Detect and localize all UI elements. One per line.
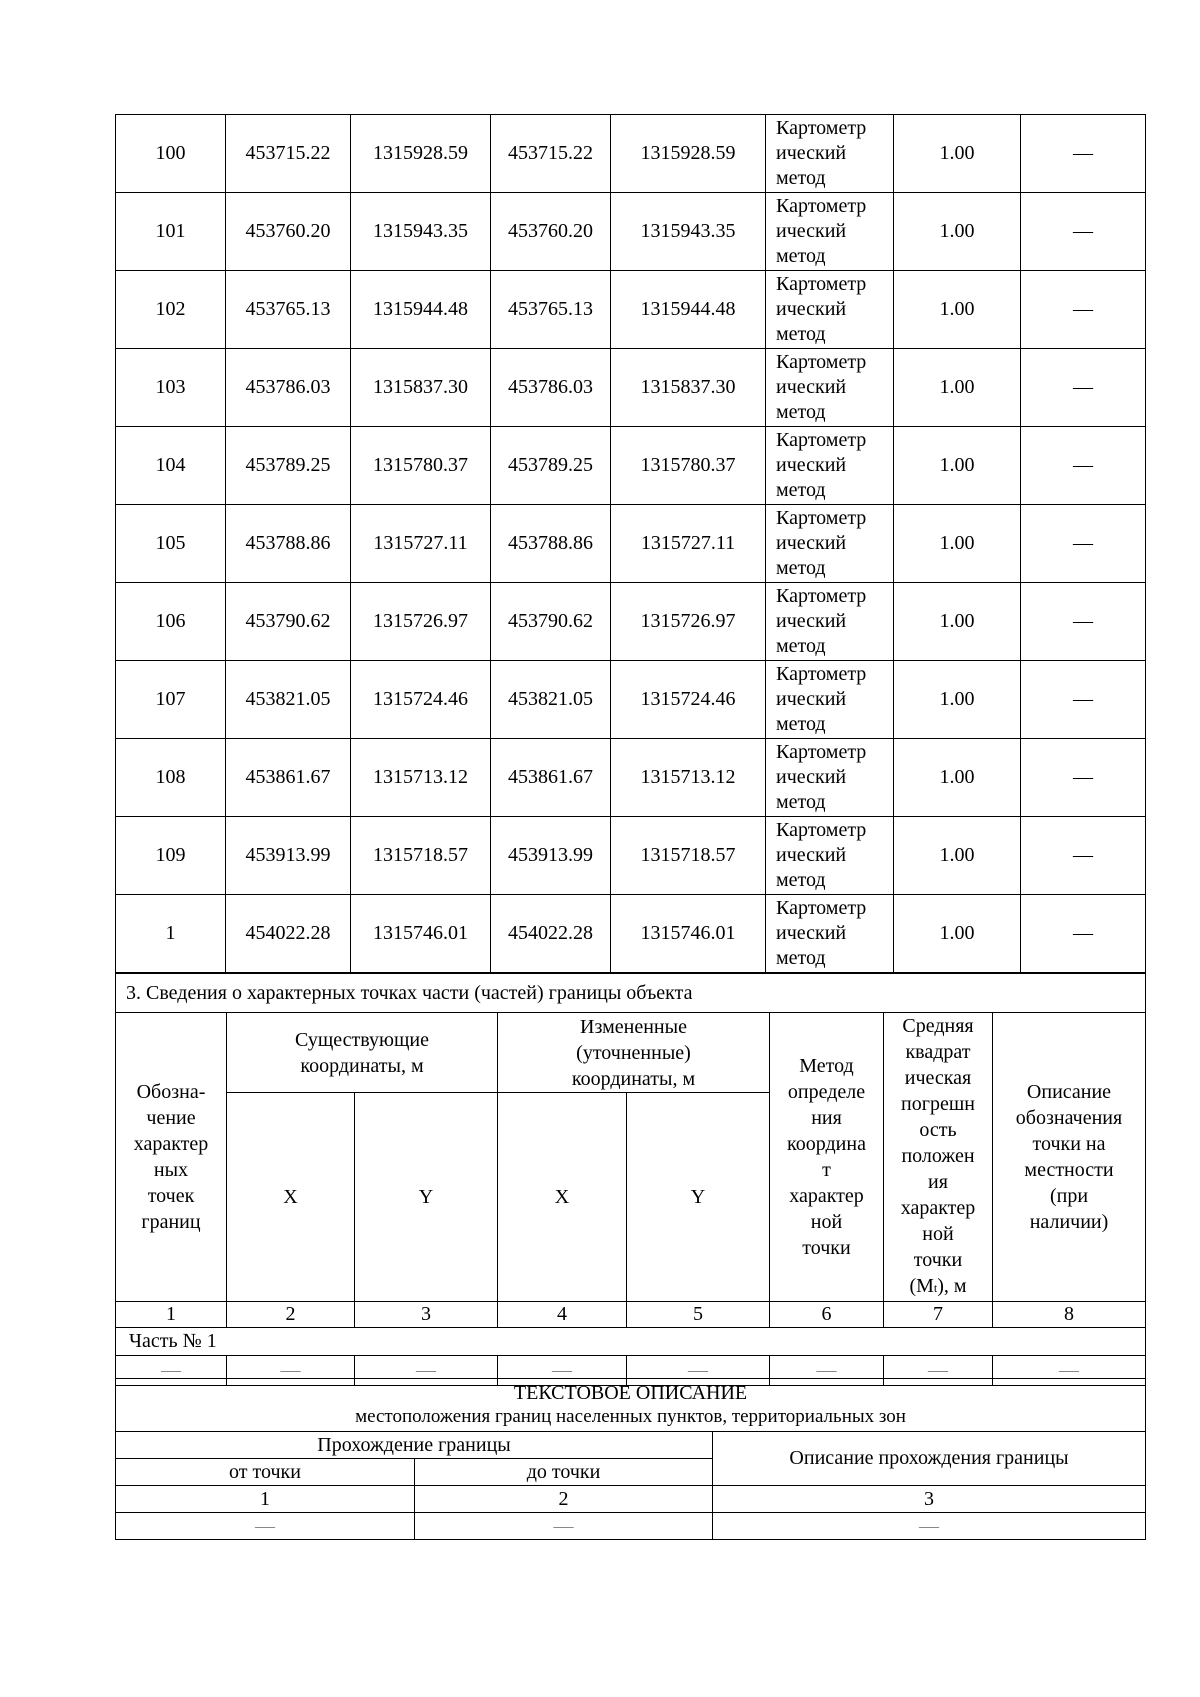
point-number-cell: 104 [116,427,226,505]
existing-x-cell: 453821.05 [226,661,351,739]
section3-title: 3. Сведения о характерных точках части (частей) границы объекта [116,974,1146,1013]
table-row [116,505,1146,583]
empty-cell: — [227,1356,355,1386]
existing-y-cell: 1315724.46 [351,661,491,739]
mean-error-cell: 1.00 [894,427,1021,505]
table-row [116,427,1146,505]
table-row [116,739,1146,817]
empty-cell: — [116,1356,227,1386]
existing-y-cell: 1315780.37 [351,427,491,505]
mean-error-cell: 1.00 [894,817,1021,895]
table-row [116,115,1146,193]
changed-x-cell: 453913.99 [491,817,611,895]
section3-column-numbers [116,1302,1146,1328]
mean-error-cell: 1.00 [894,193,1021,271]
method-cell: Картометр ический метод [766,739,894,817]
table-row [116,271,1146,349]
changed-x-cell: 453821.05 [491,661,611,739]
changed-y-cell: 1315713.12 [611,739,766,817]
text-description-table [115,1378,1146,1540]
changed-y-cell: 1315928.59 [611,115,766,193]
header-boundary-passage: Прохождение границы [116,1432,713,1459]
table-row [116,817,1146,895]
existing-y-cell: 1315718.57 [351,817,491,895]
existing-y-cell: 1315944.48 [351,271,491,349]
mean-error-cell: 1.00 [894,349,1021,427]
part-label: Часть № 1 [116,1328,1146,1356]
description-cell: — [1021,115,1146,193]
column-number: 3 [355,1302,498,1328]
method-cell: Картометр ический метод [766,583,894,661]
column-number: 2 [415,1486,713,1513]
header-mean-error-main: Средняя квадрат ическая погрешн ость положен ия характер ной точки (M [900,1015,976,1297]
empty-cell: — [627,1356,770,1386]
existing-x-cell: 453765.13 [226,271,351,349]
text-description-header [116,1379,1146,1432]
changed-y-cell: 1315837.30 [611,349,766,427]
empty-cell: — [116,1513,415,1540]
existing-y-cell: 1315746.01 [351,895,491,973]
changed-y-cell: 1315746.01 [611,895,766,973]
method-cell: Картометр ический метод [766,115,894,193]
point-number-cell: 107 [116,661,226,739]
table-row [116,895,1146,973]
existing-x-cell: 453790.62 [226,583,351,661]
existing-x-cell: 453786.03 [226,349,351,427]
points-table-body [116,115,1146,973]
changed-y-cell: 1315944.48 [611,271,766,349]
column-number: 6 [770,1302,884,1328]
header-changed-coordinates: Измененные (уточненные) координаты, м [498,1013,770,1093]
point-number-cell: 105 [116,505,226,583]
header-method: Метод определе ния координа т характер ной точки [770,1013,884,1302]
existing-y-cell: 1315726.97 [351,583,491,661]
section3-table [115,973,1146,1386]
changed-y-cell: 1315727.11 [611,505,766,583]
empty-cell: — [993,1356,1146,1386]
point-number-cell: 106 [116,583,226,661]
method-cell: Картометр ический метод [766,661,894,739]
empty-cell: — [498,1356,627,1386]
method-cell: Картометр ический метод [766,505,894,583]
existing-x-cell: 454022.28 [226,895,351,973]
changed-x-cell: 453790.62 [491,583,611,661]
table-row [116,661,1146,739]
header-mean-error-tail: ), м [937,1275,967,1297]
existing-x-cell: 453760.20 [226,193,351,271]
header-mean-error [884,1013,993,1302]
header-changed-y: Y [627,1093,770,1302]
changed-x-cell: 453789.25 [491,427,611,505]
header-from-point: от точки [116,1459,415,1486]
column-number: 7 [884,1302,993,1328]
header-point-description: Описание обозначения точки на местности (при наличии) [993,1013,1146,1302]
method-cell: Картометр ический метод [766,271,894,349]
description-cell: — [1021,193,1146,271]
point-number-cell: 102 [116,271,226,349]
changed-x-cell: 453861.67 [491,739,611,817]
changed-y-cell: 1315780.37 [611,427,766,505]
column-number: 8 [993,1302,1146,1328]
points-table [115,114,1146,973]
header-existing-x: X [227,1093,355,1302]
method-cell: Картометр ический метод [766,349,894,427]
description-cell: — [1021,505,1146,583]
text-description-subtitle: местоположения границ населенных пунктов, территориальных зон [355,1406,906,1427]
point-number-cell: 103 [116,349,226,427]
column-number: 1 [116,1302,227,1328]
existing-y-cell: 1315943.35 [351,193,491,271]
method-cell: Картометр ический метод [766,193,894,271]
empty-cell: — [770,1356,884,1386]
changed-y-cell: 1315726.97 [611,583,766,661]
existing-x-cell: 453861.67 [226,739,351,817]
method-cell: Картометр ический метод [766,817,894,895]
changed-x-cell: 453760.20 [491,193,611,271]
description-cell: — [1021,427,1146,505]
column-number: 5 [627,1302,770,1328]
existing-x-cell: 453715.22 [226,115,351,193]
text-description-title: ТЕКСТОВОЕ ОПИСАНИЕ [513,1382,748,1404]
existing-x-cell: 453789.25 [226,427,351,505]
description-cell: — [1021,895,1146,973]
empty-cell: — [415,1513,713,1540]
changed-y-cell: 1315724.46 [611,661,766,739]
mean-error-cell: 1.00 [894,271,1021,349]
text-description-empty-row [116,1513,1146,1540]
mean-error-cell: 1.00 [894,583,1021,661]
text-description-column-numbers [116,1486,1146,1513]
header-existing-y: Y [355,1093,498,1302]
mean-error-cell: 1.00 [894,661,1021,739]
existing-x-cell: 453788.86 [226,505,351,583]
point-number-cell: 101 [116,193,226,271]
empty-cell: — [355,1356,498,1386]
changed-x-cell: 453788.86 [491,505,611,583]
method-cell: Картометр ический метод [766,427,894,505]
table-row [116,193,1146,271]
description-cell: — [1021,817,1146,895]
changed-y-cell: 1315718.57 [611,817,766,895]
existing-y-cell: 1315928.59 [351,115,491,193]
point-number-cell: 108 [116,739,226,817]
point-number-cell: 109 [116,817,226,895]
header-to-point: до точки [415,1459,713,1486]
existing-x-cell: 453913.99 [226,817,351,895]
mean-error-cell: 1.00 [894,739,1021,817]
changed-y-cell: 1315943.35 [611,193,766,271]
mean-error-cell: 1.00 [894,115,1021,193]
changed-x-cell: 454022.28 [491,895,611,973]
description-cell: — [1021,661,1146,739]
changed-x-cell: 453786.03 [491,349,611,427]
method-cell: Картометр ический метод [766,895,894,973]
column-number: 3 [713,1486,1146,1513]
description-cell: — [1021,583,1146,661]
header-changed-x: X [498,1093,627,1302]
point-number-cell: 100 [116,115,226,193]
existing-y-cell: 1315837.30 [351,349,491,427]
existing-y-cell: 1315727.11 [351,505,491,583]
header-existing-coordinates: Существующие координаты, м [227,1013,498,1093]
column-number: 2 [227,1302,355,1328]
changed-x-cell: 453765.13 [491,271,611,349]
header-mean-error-subscript: t [933,1281,938,1295]
existing-y-cell: 1315713.12 [351,739,491,817]
mean-error-cell: 1.00 [894,895,1021,973]
header-passage-description: Описание прохождения границы [713,1432,1146,1486]
mean-error-cell: 1.00 [894,505,1021,583]
changed-x-cell: 453715.22 [491,115,611,193]
description-cell: — [1021,739,1146,817]
column-number: 1 [116,1486,415,1513]
table-row [116,583,1146,661]
empty-cell: — [713,1513,1146,1540]
description-cell: — [1021,349,1146,427]
header-designation: Обозна- чение характер ных точек границ [116,1013,227,1302]
table-row [116,349,1146,427]
empty-cell: — [884,1356,993,1386]
column-number: 4 [498,1302,627,1328]
point-number-cell: 1 [116,895,226,973]
description-cell: — [1021,271,1146,349]
